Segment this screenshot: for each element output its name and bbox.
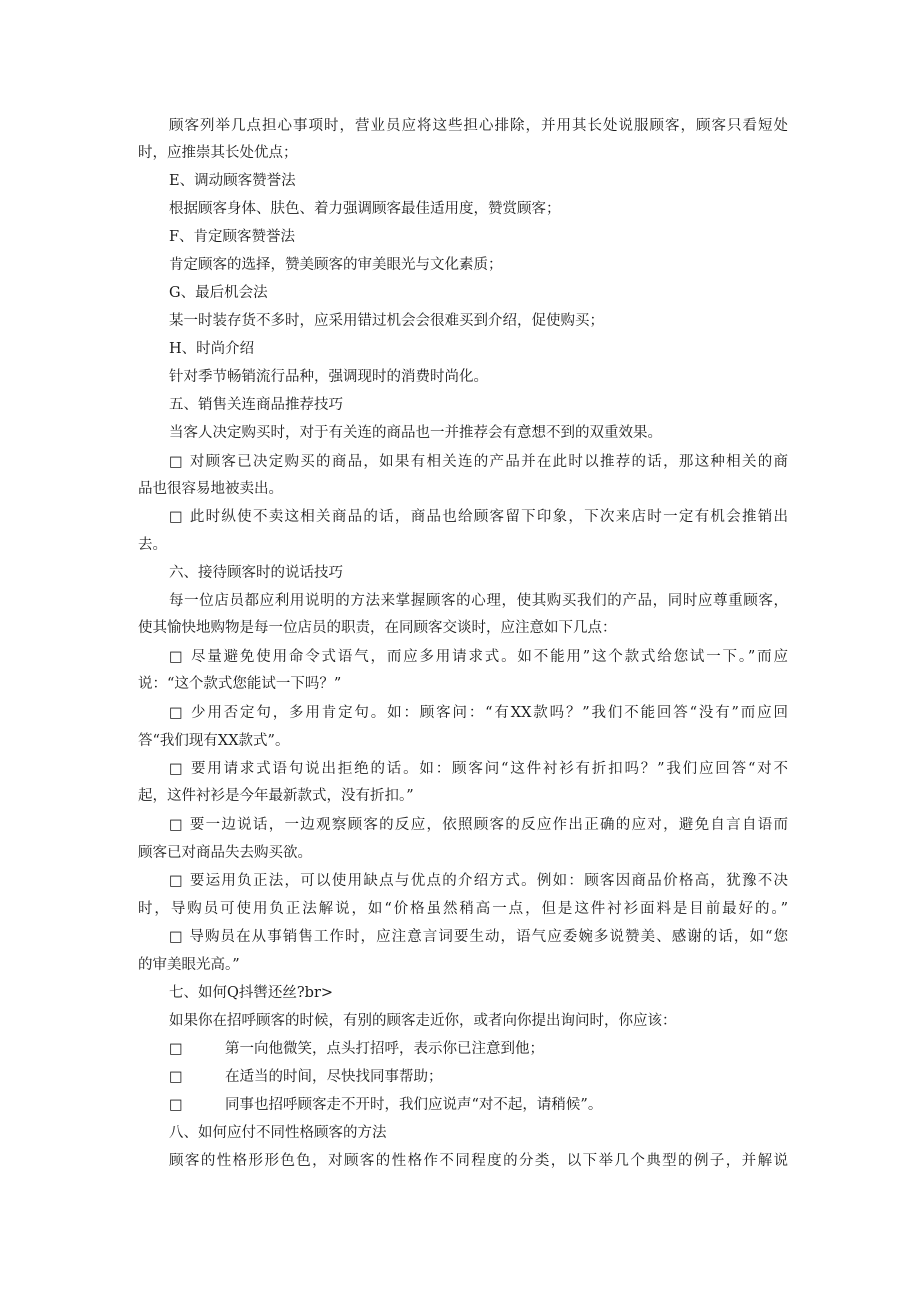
bullet-text: 同事也招呼顾客走不开时，我们应说声“对不起，请稍候”。 xyxy=(225,1097,603,1113)
bullet-line: □ 尽量避免使用命令式语气，而应多用请求式。如不能用”这个款式给您试一下。”而应 xyxy=(169,649,788,665)
bullet-line xyxy=(138,1095,788,1115)
paragraph-line: 使其愉快地购物是每一位店员的职责，在同顾客交谈时，应注意如下几点： xyxy=(138,620,617,636)
checkbox-glyph: □ xyxy=(169,1041,183,1057)
section-heading: G、最后机会法 xyxy=(169,285,268,301)
paragraph-line: 顾客已对商品失去购买欲。 xyxy=(138,845,312,861)
bullet-line: □ 要一边说话，一边观察顾客的反应，依照顾客的反应作出正确的应对，避免自言自语而 xyxy=(169,817,788,833)
paragraph-line: 根据顾客身体、肤色、着力强调顾客最佳适用度，赞赏顾客； xyxy=(169,201,561,217)
section-heading: 七、如何Q抖辔还丝?br> xyxy=(169,985,334,1001)
section-heading: 六、接待顾客时的说话技巧 xyxy=(169,565,343,581)
checkbox-glyph: □ xyxy=(169,1069,183,1085)
section-heading: F、肯定顾客赞誉法 xyxy=(169,229,296,245)
section-heading: H、时尚介绍 xyxy=(169,341,255,357)
paragraph-line: 当客人决定购买时，对于有关连的商品也一并推荐会有意想不到的双重效果。 xyxy=(169,425,662,441)
paragraph-line: 某一时装存货不多时，应采用错过机会会很难买到介绍，促使购买； xyxy=(169,313,604,329)
paragraph-line: 针对季节畅销流行品种，强调现时的消费时尚化。 xyxy=(169,369,488,385)
section-heading: 五、销售关连商品推荐技巧 xyxy=(169,397,343,413)
bullet-line: □ 少用否定句，多用肯定句。如：顾客问：“有XX款吗？”我们不能回答“没有”而应回 xyxy=(169,705,788,721)
bullet-line: □ 要用请求式语句说出拒绝的话。如：顾客问“这件衬衫有折扣吗？”我们应回答“对不 xyxy=(169,761,788,777)
paragraph-line: 去。 xyxy=(138,537,167,553)
checkbox-glyph: □ xyxy=(169,1097,183,1113)
section-heading: 八、如何应付不同性格顾客的方法 xyxy=(169,1125,387,1141)
paragraph-line: 顾客列举几点担心事项时，营业员应将这些担心排除，并用其长处说服顾客，顾客只看短处 xyxy=(169,118,788,134)
bullet-text: 第一向他微笑，点头打招呼，表示你已注意到他； xyxy=(225,1041,544,1057)
paragraph-line: 的审美眼光高。” xyxy=(138,957,240,973)
bullet-line xyxy=(138,1039,788,1059)
paragraph-line: 时，导购员可使用负正法解说，如“价格虽然稍高一点，但是这件衬衫面料是目前最好的。” xyxy=(138,901,788,917)
paragraph-line: 起，这件衬衫是今年最新款式，没有折扣。” xyxy=(138,788,414,804)
bullet-line: □ 对顾客已决定购买的商品，如果有相关连的产品并在此时以推荐的话，那这种相关的商 xyxy=(169,454,788,470)
bullet-line: □ 要运用负正法，可以使用缺点与优点的介绍方式。例如：顾客因商品价格高，犹豫不决 xyxy=(169,873,788,889)
bullet-line xyxy=(138,1067,788,1087)
paragraph-line: 每一位店员都应利用说明的方法来掌握顾客的心理，使其购买我们的产品，同时应尊重顾客， xyxy=(169,593,788,609)
paragraph-line: 品也很容易地被卖出。 xyxy=(138,481,283,497)
paragraph-line: 答“我们现有XX款式”。 xyxy=(138,733,290,749)
paragraph-line: 顾客的性格形形色色，对顾客的性格作不同程度的分类，以下举几个典型的例子，并解说 xyxy=(169,1153,788,1169)
paragraph-line: 时，应推崇其长处优点； xyxy=(138,145,298,161)
bullet-text: 在适当的时间，尽快找同事帮助； xyxy=(225,1069,443,1085)
section-heading: E、调动顾客赞誉法 xyxy=(169,173,296,189)
paragraph-line: 如果你在招呼顾客的时候，有别的顾客走近你，或者向你提出询问时，你应该： xyxy=(169,1013,677,1029)
paragraph-line: 说：“这个款式您能试一下吗？” xyxy=(138,676,342,692)
bullet-line: □ 此时纵使不卖这相关商品的话，商品也给顾客留下印象，下次来店时一定有机会推销出 xyxy=(169,509,788,525)
bullet-line: □ 导购员在从事销售工作时，应注意言词要生动，语气应委婉多说赞美、感谢的话，如“您 xyxy=(169,929,788,945)
paragraph-line: 肯定顾客的选择，赞美顾客的审美眼光与文化素质； xyxy=(169,257,503,273)
